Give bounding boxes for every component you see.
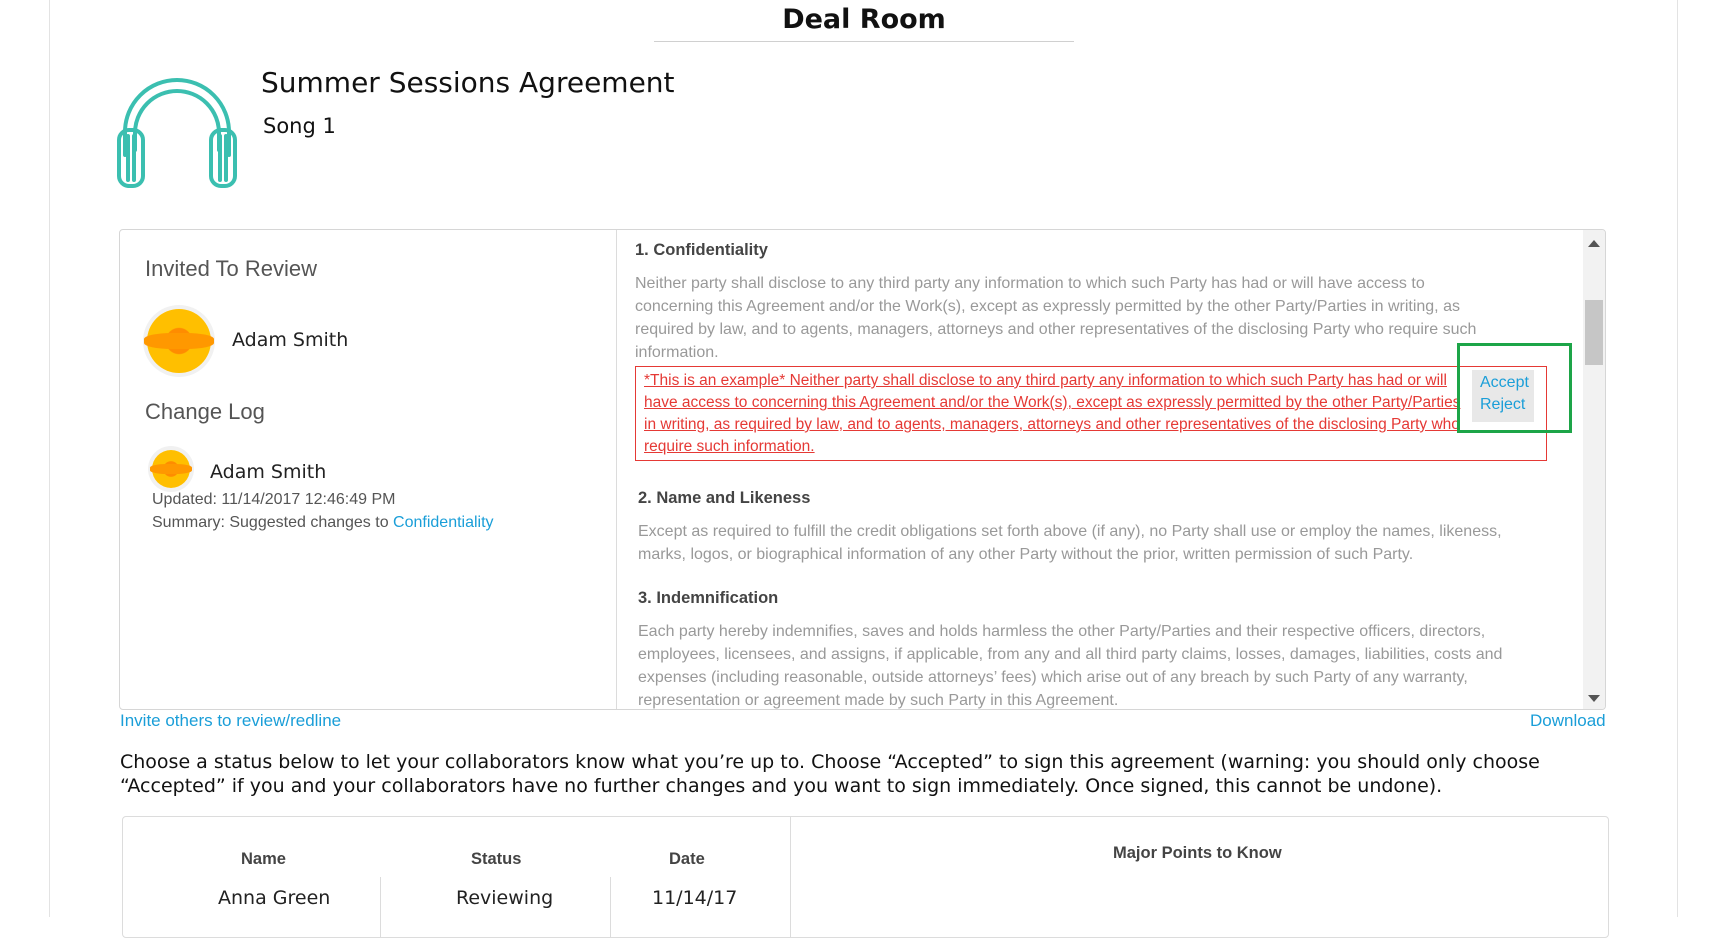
column-separator [380,877,381,937]
updated-label: Updated: [152,491,217,508]
download-link[interactable]: Download [1530,711,1606,730]
page-border-left [49,0,50,917]
document-viewer [617,230,1583,709]
row-status[interactable]: Reviewing [456,887,554,909]
accept-reject-highlight [1457,343,1572,433]
section-body: Each party hereby indemnifies, saves and holds harmless the other Party/Parties and their respective officers, directors, employees, licensees, and assigns, if applicable, from any and all third party claims, losses, damages, liabilities, costs and expenses (including reasonable, outside attorneys’ fees) which arise out of any breach by such Party of any warranty, representation or agreement made by such Party in this Agreement. [638,623,1503,709]
agreement-title: Summer Sessions Agreement [261,66,675,99]
invited-heading: Invited To Review [145,256,318,281]
changelog-summary [152,514,494,532]
review-sidebar [120,230,616,709]
section-heading: 2. Name and Likeness [638,489,811,507]
updated-value: 11/14/2017 12:46:49 PM [221,491,396,508]
row-date: 11/14/17 [652,887,738,909]
invite-link[interactable]: Invite others to review/redline [120,711,342,730]
column-header-name: Name [241,850,286,868]
invited-person-name: Adam Smith [232,329,349,351]
summary-text: Suggested changes to [229,514,389,531]
summary-label: Summary: [152,514,225,531]
document-scrollbar[interactable] [1583,230,1605,709]
section-body: Neither party shall disclose to any third party any information to which such Party has had or will have access to concerning this Agreement and/or the Work(s), except as expressly permitted by the other Party/Parties in writing, as required by law, and to agents, managers, attorneys and other representatives of the disclosing Party who require such information. [635,275,1477,361]
suggested-change-text: *This is an example* Neither party shall disclose to any third party any information to which such Party has had or will have access to concerning this Agreement and/or the Work(s), except as expressly permitted by the other Party/Parties in writing, as required by law, and to agents, managers, attorneys and other representatives of the disclosing Party who require such information. [644,372,1461,455]
section-heading: 1. Confidentiality [635,241,768,259]
row-name: Anna Green [218,887,331,909]
page-title: Deal Room [782,4,946,35]
status-instructions: Choose a status below to let your collaborators know what you’re up to. Choose “Accepted” to sign this agreement (warning: you should only choose “Accepted” if you and your collaborators have no further changes and you want to sign immediately. Once signed, this cannot be undone). [120,751,1540,797]
status-divider [790,817,791,937]
title-underline [654,41,1074,42]
changelog-person-name: Adam Smith [210,461,327,483]
column-separator [610,877,611,937]
summary-section-link[interactable]: Confidentiality [393,514,494,531]
status-table [122,816,1609,938]
changelog-heading: Change Log [145,399,265,424]
review-panel [119,229,1606,710]
reject-button[interactable]: Reject [1480,396,1526,413]
section-body: Except as required to fulfill the credit obligations set forth above (if any), no Party shall use or employ the names, likeness, marks, logos, or biographical information of any other Party without the prior, written permission of such Party. [638,523,1502,563]
major-points-heading: Major Points to Know [1113,844,1282,862]
suggested-change [635,366,1547,461]
scroll-thumb[interactable] [1585,300,1603,365]
scroll-up-arrow-icon[interactable] [1588,240,1600,247]
avatar [147,309,211,373]
headphones-icon [115,70,240,195]
song-name: Song 1 [263,114,336,138]
accept-button[interactable]: Accept [1480,374,1529,391]
page-border-right [1677,0,1678,917]
changelog-updated [152,491,395,509]
column-header-date: Date [669,850,705,868]
column-header-status: Status [471,850,522,868]
avatar [152,450,190,488]
scroll-down-arrow-icon[interactable] [1588,695,1600,702]
section-heading: 3. Indemnification [638,589,779,607]
